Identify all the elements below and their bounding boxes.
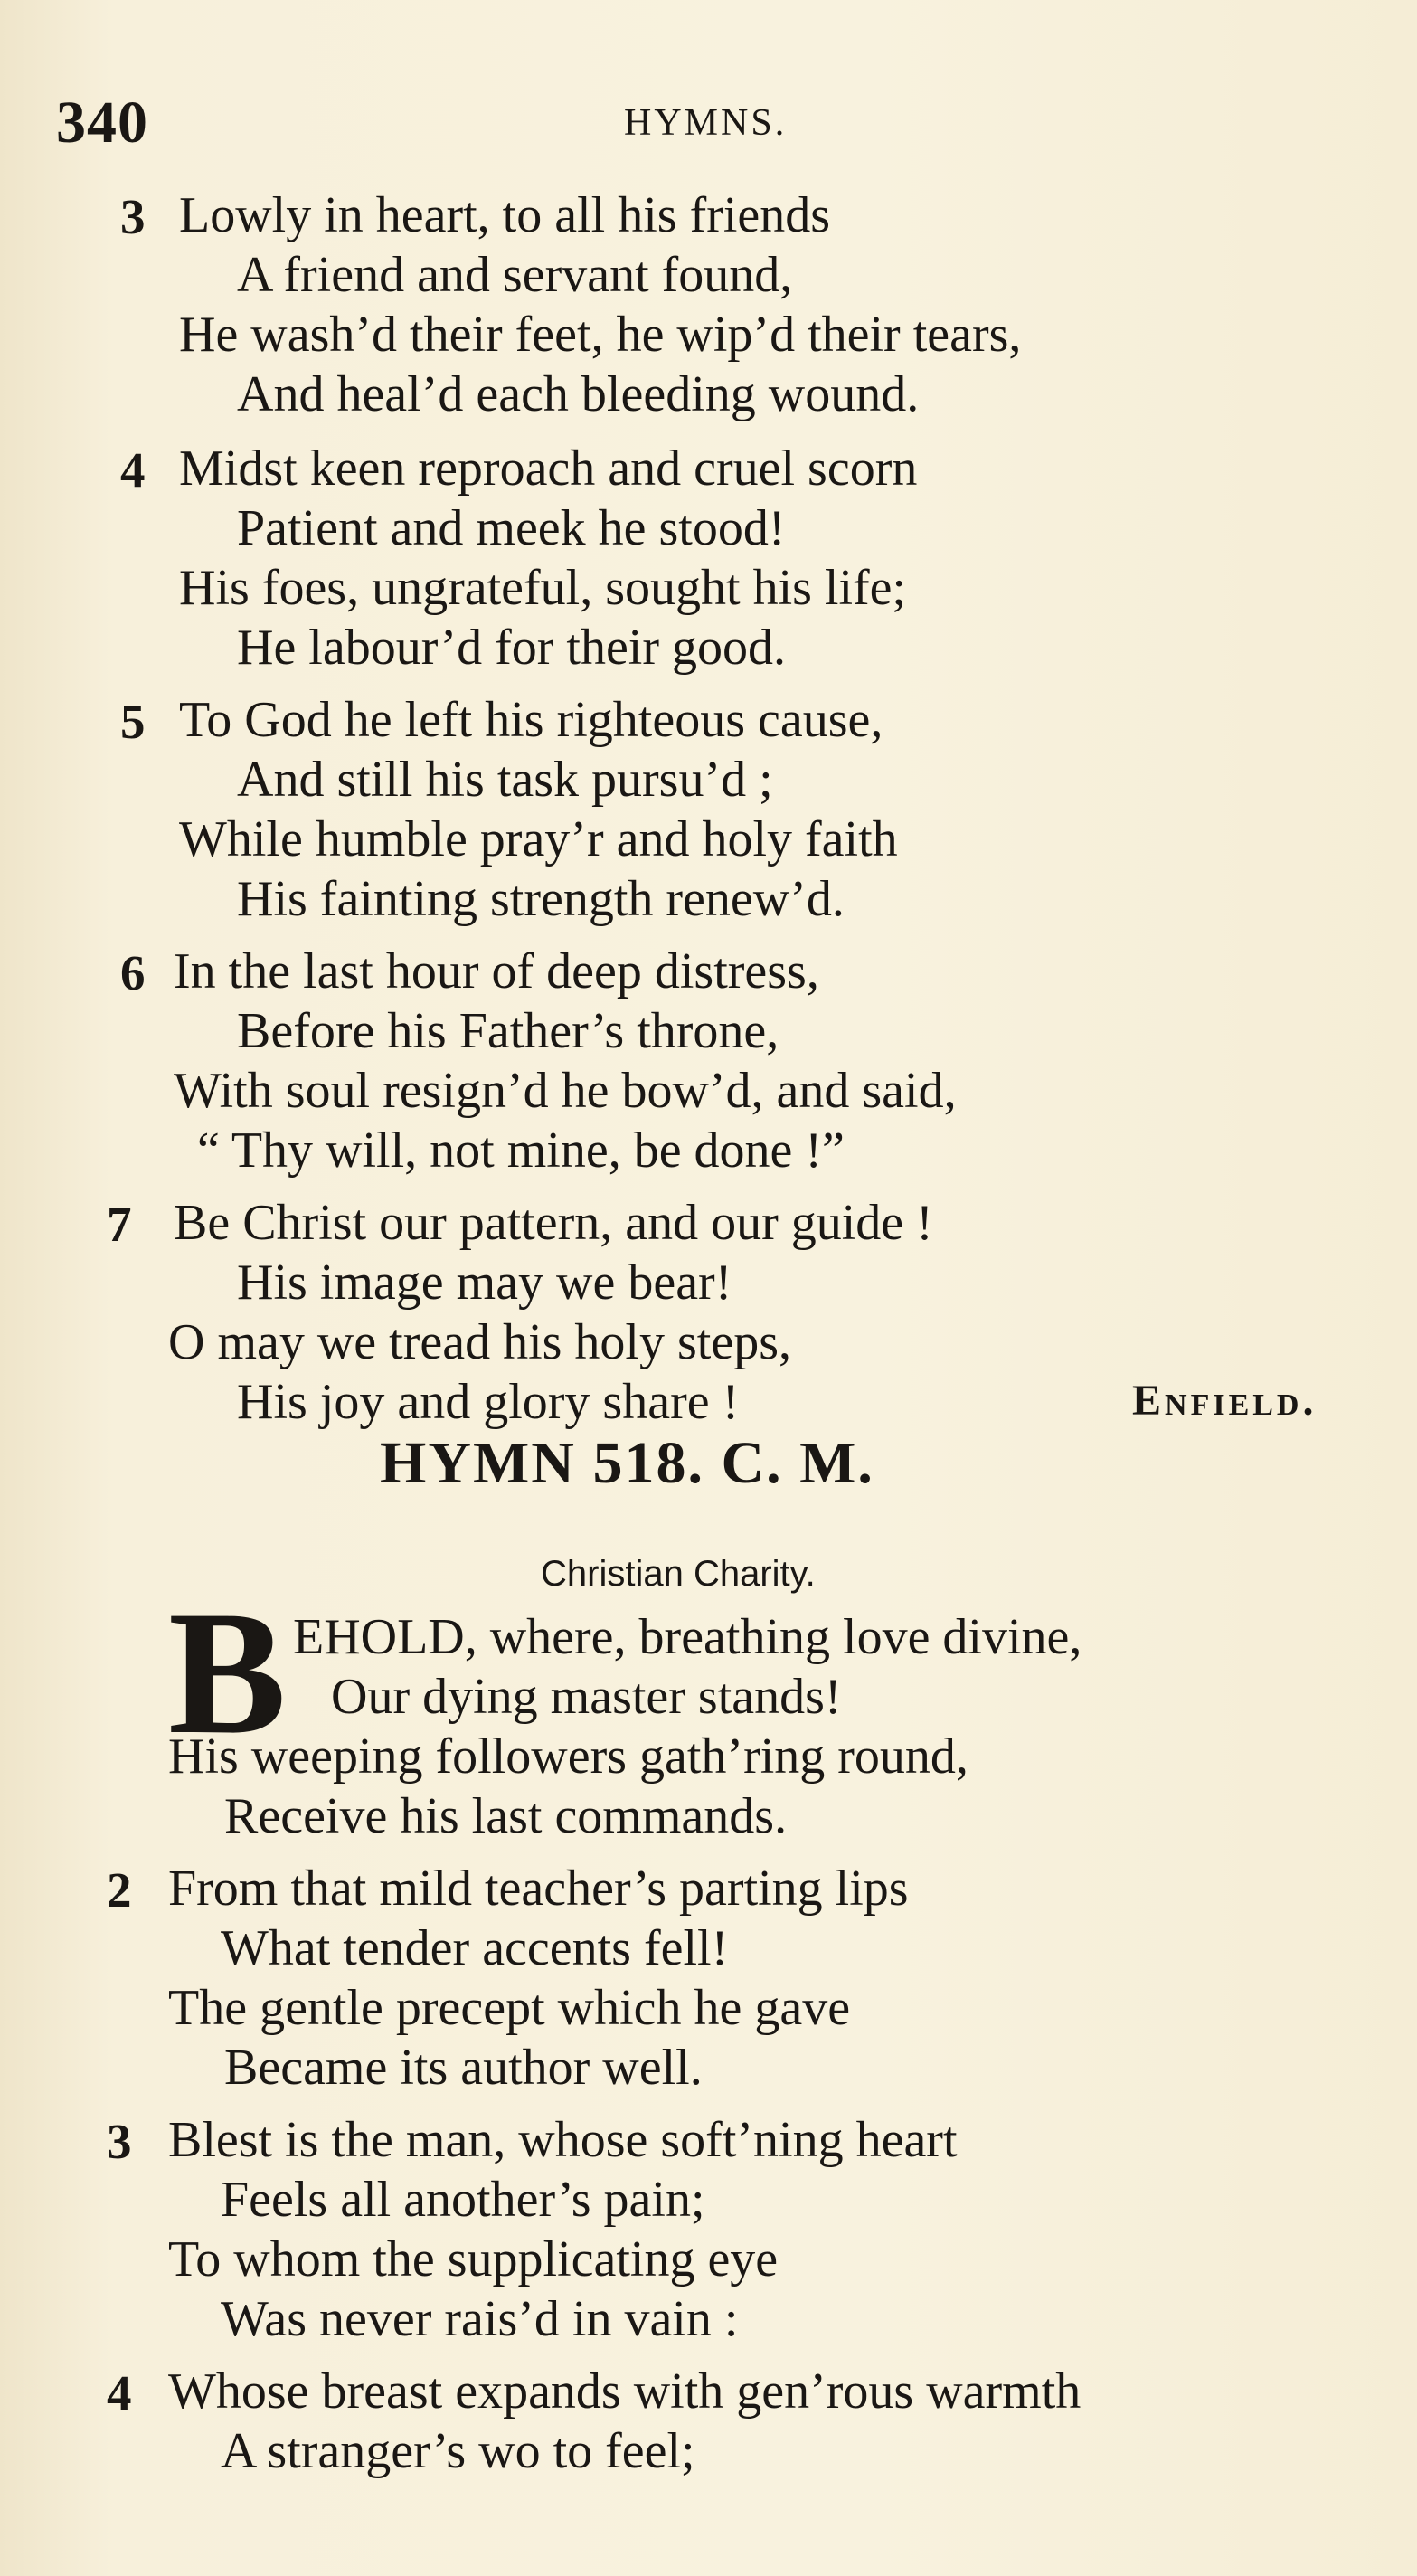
hymn-heading: HYMN 518. C. M.: [380, 1430, 874, 1496]
verse-number: 3: [120, 189, 146, 244]
verse-number: 4: [107, 2365, 132, 2420]
verse-line: His joy and glory share !: [237, 1374, 740, 1430]
verse-number: 4: [120, 442, 146, 497]
verse-number: 6: [120, 945, 146, 1000]
verse-number: 2: [107, 1862, 132, 1918]
running-title: HYMNS.: [624, 102, 788, 144]
verse-line: Midst keen reproach and cruel scorn: [179, 440, 918, 497]
verse-line: His weeping followers gath’ring round,: [168, 1728, 968, 1785]
verse-number: 3: [107, 2114, 132, 2169]
verse-line: Before his Father’s throne,: [237, 1003, 779, 1059]
verse-line: And heal’d each bleeding wound.: [237, 366, 920, 422]
verse-line: And still his task pursu’d ;: [237, 752, 773, 808]
verse-line: The gentle precept which he gave: [168, 1980, 851, 2036]
verse-line: O may we tread his holy steps,: [168, 1314, 791, 1370]
page-number: 340: [56, 90, 148, 156]
verse-line: To God he left his righteous cause,: [179, 692, 883, 748]
verse-line: In the last hour of deep distress,: [174, 943, 819, 999]
verse-line: Patient and meek he stood!: [237, 500, 786, 556]
verse-line: Was never rais’d in vain :: [221, 2291, 739, 2347]
hymn-subtitle: Christian Charity.: [541, 1554, 816, 1594]
verse-line: A stranger’s wo to feel;: [221, 2423, 695, 2479]
verse-line: His image may we bear!: [237, 1255, 732, 1311]
verse-number: 7: [107, 1197, 132, 1252]
verse-line: “ Thy will, not mine, be done !”: [197, 1122, 845, 1179]
verse-line: Our dying master stands!: [331, 1669, 842, 1725]
verse-line: Feels all another’s pain;: [221, 2172, 705, 2228]
hymn-author: Enfield.: [1132, 1377, 1318, 1425]
verse-line: Became its author well.: [224, 2040, 703, 2096]
verse-line: To whom the supplicating eye: [168, 2231, 779, 2287]
verse-line: From that mild teacher’s parting lips: [168, 1861, 909, 1917]
drop-cap-letter: B: [168, 1575, 287, 1771]
verse-line: Be Christ our pattern, and our guide !: [174, 1195, 933, 1251]
verse-line: EHOLD, where, breathing love divine,: [293, 1609, 1082, 1665]
verse-line: What tender accents fell!: [221, 1920, 729, 1976]
verse-line: Blest is the man, whose soft’ning heart: [168, 2112, 958, 2168]
verse-line: Whose breast expands with gen’rous warmth: [168, 2363, 1082, 2420]
verse-line: He labour’d for their good.: [237, 620, 787, 676]
verse-line: He wash’d their feet, he wip’d their tears,: [179, 307, 1022, 363]
verse-line: Lowly in heart, to all his friends: [179, 187, 831, 243]
verse-number: 5: [120, 694, 146, 749]
verse-line: His foes, ungrateful, sought his life;: [179, 560, 907, 616]
verse-line: With soul resign’d he bow’d, and said,: [174, 1063, 957, 1119]
verse-line: His fainting strength renew’d.: [237, 871, 845, 927]
verse-line: While humble pray’r and holy faith: [179, 811, 898, 867]
verse-line: Receive his last commands.: [224, 1788, 788, 1844]
verse-line: A friend and servant found,: [237, 247, 793, 303]
